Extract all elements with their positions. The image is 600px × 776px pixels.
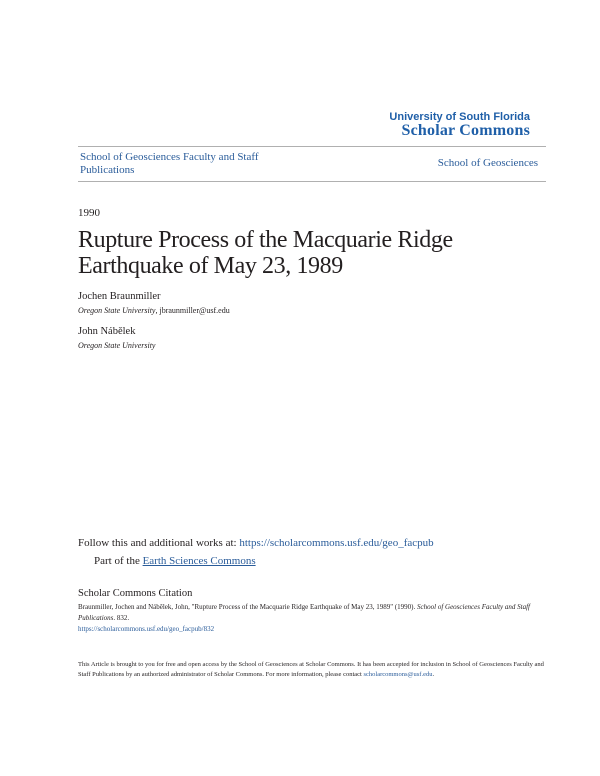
author-name: Jochen Braunmiller — [78, 291, 161, 302]
author-email: , jbraunmiller@usf.edu — [155, 306, 230, 315]
repository-name[interactable]: Scholar Commons — [401, 122, 530, 139]
collection-link[interactable]: School of Geosciences Faculty and Staff Publications — [80, 151, 259, 176]
contact-email-link[interactable]: scholarcommons@usf.edu — [363, 671, 433, 678]
author-name: John Nábělek — [78, 326, 136, 337]
author-affiliation — [78, 341, 155, 350]
commons-link[interactable]: Earth Sciences Commons — [142, 555, 256, 567]
collection-url-link[interactable]: https://scholarcommons.usf.edu/geo_facpub — [239, 537, 434, 549]
university-name[interactable]: University of South Florida — [389, 111, 530, 123]
notice-end: . — [432, 671, 435, 678]
department-link[interactable]: School of Geosciences — [437, 157, 538, 169]
follow-line — [78, 537, 434, 549]
paper-title: Rupture Process of the Macquarie Ridge Earthquake of May 23, 1989 — [78, 227, 453, 279]
citation-number: . 832. — [113, 614, 130, 622]
citation-text: Braunmiller, Jochen and Nábělek, John, "Rupture Process of the Macquarie Ridge Earthquake of May 23, 1989" (1990). — [78, 603, 418, 611]
citation-heading: Scholar Commons Citation — [78, 588, 193, 599]
part-of-line — [94, 555, 256, 567]
publication-year: 1990 — [78, 207, 100, 219]
citation-url-link[interactable]: https://scholarcommons.usf.edu/geo_facpub/832 — [78, 625, 215, 633]
affiliation-text: Oregon State University — [78, 341, 156, 350]
citation-body — [78, 602, 538, 635]
access-notice — [78, 660, 548, 680]
affiliation-text: Oregon State University — [78, 306, 156, 315]
partof-prefix: Part of the — [94, 555, 143, 567]
follow-prefix: Follow this and additional works at: — [78, 537, 240, 549]
notice-text: This Article is brought to you for free and open access by the School of Geosciences at Scholar Commons. It has been accepted for inclusion in School of Geosciences Faculty and Staff Publications by an authorized administrator of Scholar Commons. For more information, please contact — [78, 661, 544, 678]
author-affiliation — [78, 306, 230, 315]
citation-series: School of Geosciences Faculty and Staff Publications — [78, 603, 530, 622]
